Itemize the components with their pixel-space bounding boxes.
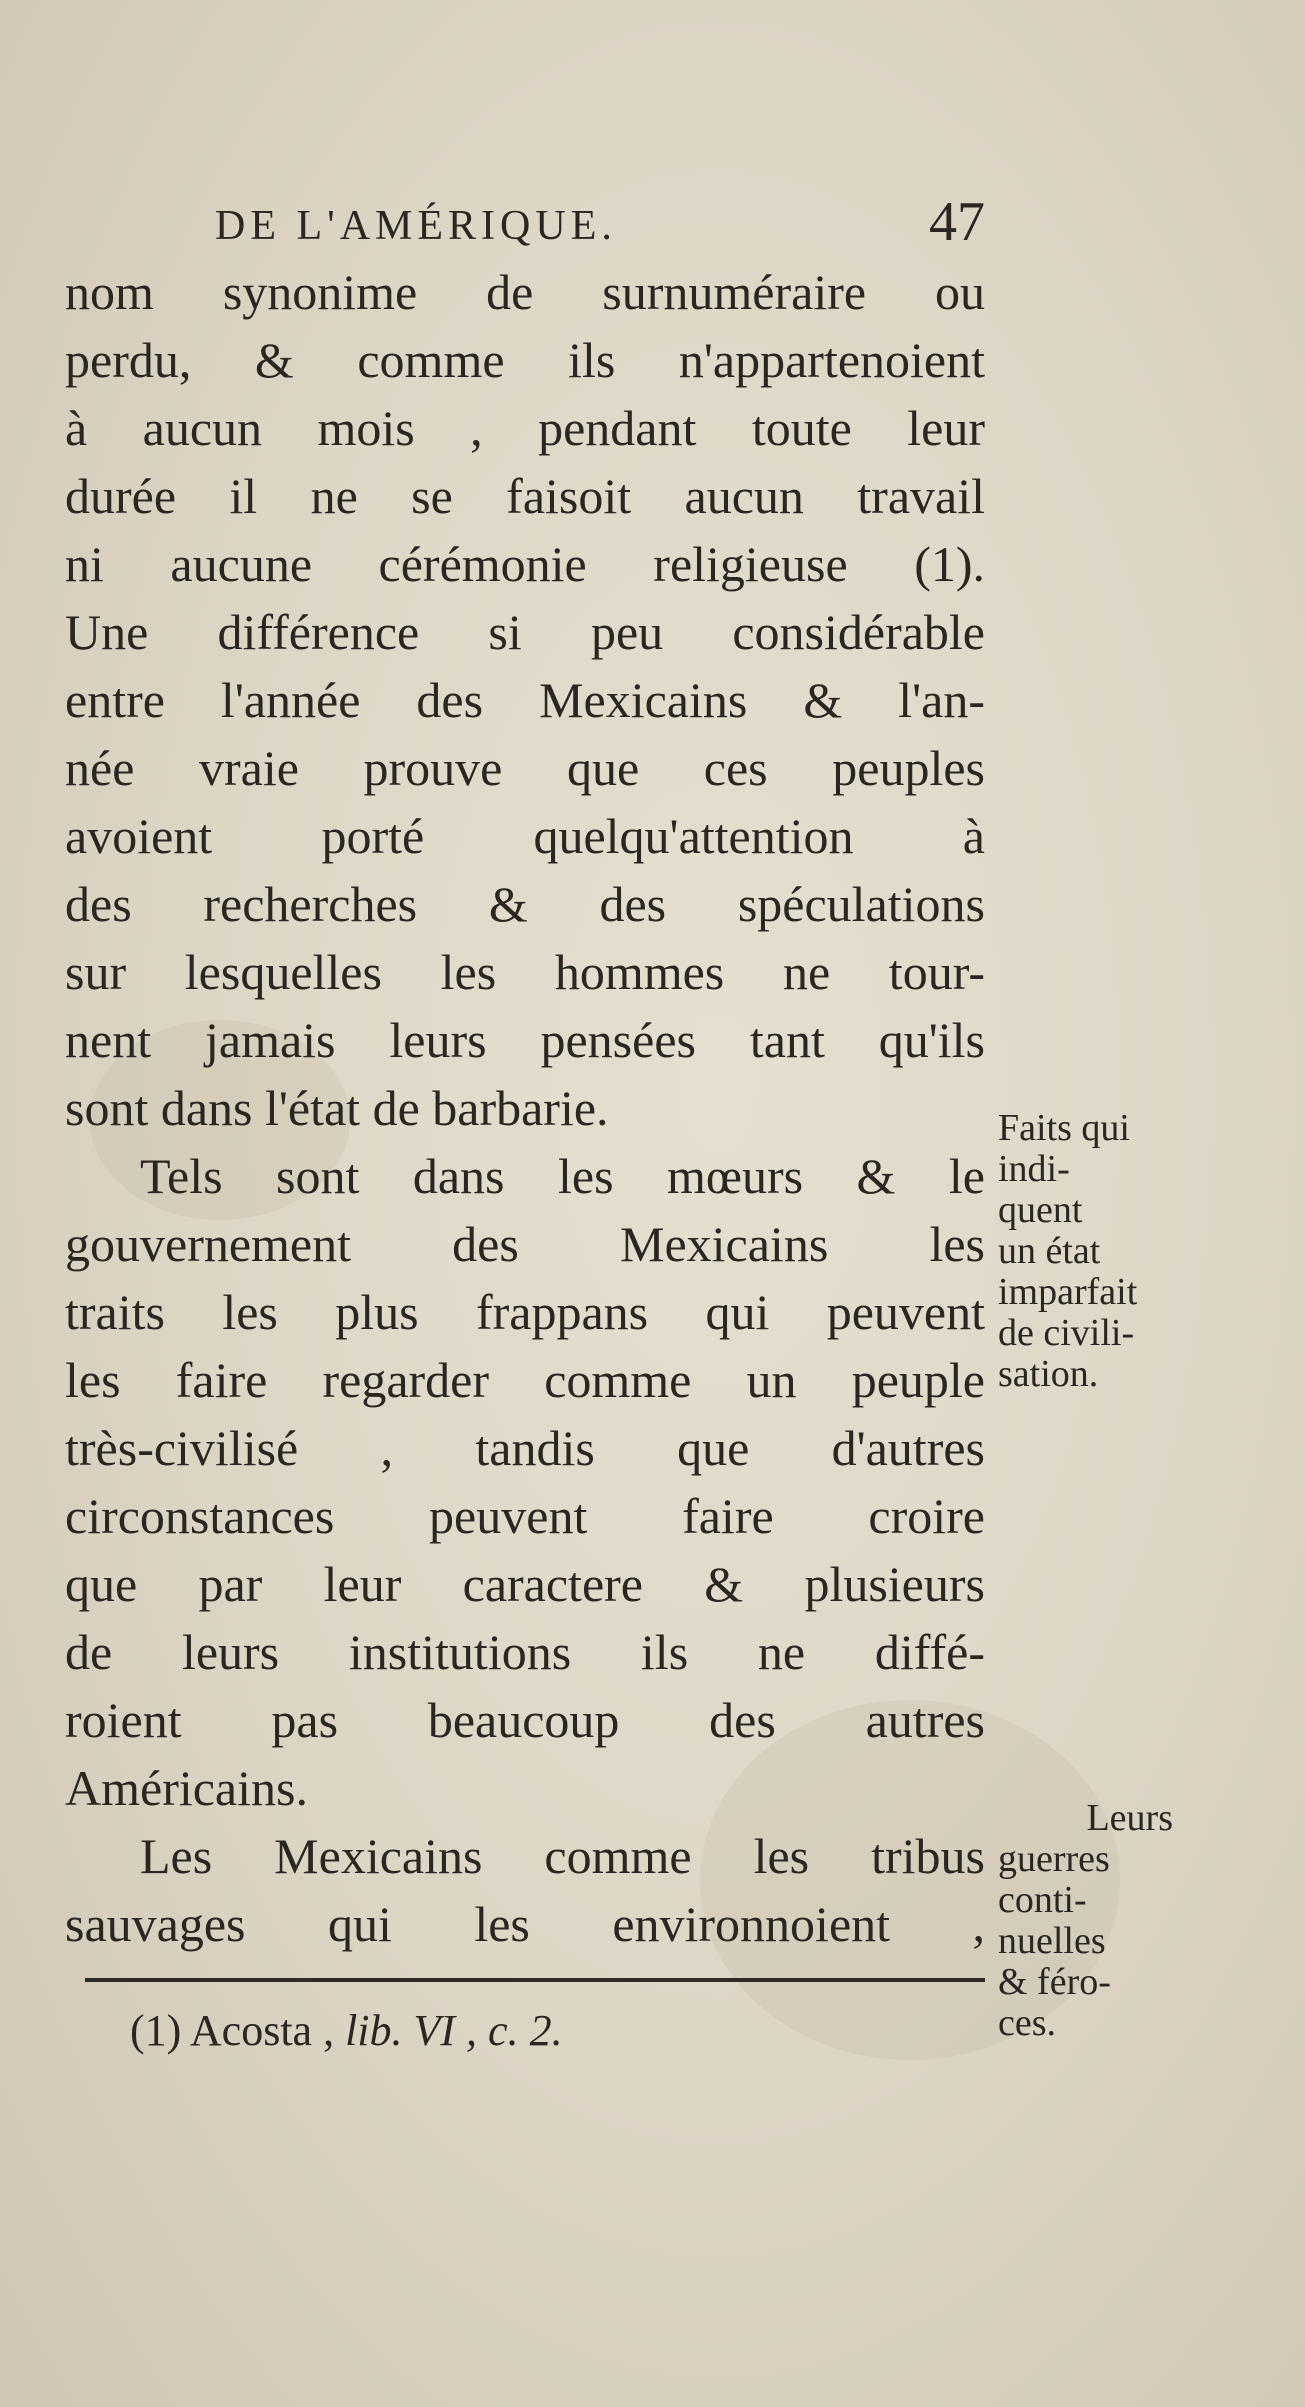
margin-note-line: & féro- <box>998 1961 1111 2003</box>
page-number: 47 <box>929 191 985 253</box>
text-line: très-civilisé , tandis que d'autres <box>65 1420 985 1476</box>
footnote-author: Acosta , <box>189 2006 335 2055</box>
margin-note-line: conti- <box>998 1879 1087 1921</box>
margin-note <box>998 1798 1173 2044</box>
main-text <box>65 258 985 1958</box>
margin-note-line: nuelles <box>998 1920 1106 1962</box>
text-line: avoient porté quelqu'attention à <box>65 808 985 864</box>
text-line: née vraie prouve que ces peuples <box>65 740 985 796</box>
text-line: Une différence si peu considérable <box>65 604 985 660</box>
margin-note-line: de civili- <box>998 1312 1135 1354</box>
text-line: ni aucune cérémonie religieuse (1). <box>65 536 985 592</box>
margin-note-line: Faits qui <box>998 1107 1130 1149</box>
text-line: les faire regarder comme un peuple <box>65 1352 985 1408</box>
margin-note-line: un état <box>998 1230 1101 1272</box>
margin-note-line: guerres <box>998 1838 1110 1880</box>
margin-note-line: indi- <box>998 1148 1070 1190</box>
text-line: Américains. <box>65 1760 308 1816</box>
text-line: de leurs institutions ils ne diffé- <box>65 1624 985 1680</box>
running-title: DE L'AMÉRIQUE. <box>215 203 617 249</box>
text-line: durée il ne se faisoit aucun travail <box>65 468 985 524</box>
margin-note-line: quent <box>998 1189 1083 1231</box>
text-line: sont dans l'état de barbarie. <box>65 1080 609 1136</box>
text-line: nent jamais leurs pensées tant qu'ils <box>65 1012 985 1068</box>
footnote <box>130 2005 563 2056</box>
text-line: gouvernement des Mexicains les <box>65 1216 985 1272</box>
text-line: Les Mexicains comme les tribus <box>140 1828 985 1884</box>
margin-note-line: ces. <box>998 2002 1057 2044</box>
footnote-rule <box>85 1978 985 1982</box>
text-line: entre l'année des Mexicains & l'an- <box>65 672 985 728</box>
text-line: sur lesquelles les hommes ne tour- <box>65 944 985 1000</box>
text-line: roient pas beaucoup des autres <box>65 1692 985 1748</box>
margin-note <box>998 1108 1208 1395</box>
text-line: traits les plus frappans qui peuvent <box>65 1284 985 1340</box>
margin-note-line: Leurs <box>1086 1797 1173 1839</box>
text-line: à aucun mois , pendant toute leur <box>65 400 985 456</box>
text-line: Tels sont dans les mœurs & le <box>140 1148 985 1204</box>
margin-note-line: imparfait <box>998 1271 1138 1313</box>
footnote-reference: lib. VI , c. 2. <box>345 2006 563 2055</box>
text-line: des recherches & des spéculations <box>65 876 985 932</box>
text-line: circonstances peuvent faire croire <box>65 1488 985 1544</box>
text-line: nom synonime de surnuméraire ou <box>65 264 985 320</box>
text-line: que par leur caractere & plusieurs <box>65 1556 985 1612</box>
text-line: perdu, & comme ils n'appartenoient <box>65 332 985 388</box>
page-header <box>215 170 985 253</box>
footnote-marker: (1) <box>130 2006 182 2055</box>
margin-note-line: sation. <box>998 1353 1099 1395</box>
text-line: sauvages qui les environnoient , <box>65 1896 985 1952</box>
